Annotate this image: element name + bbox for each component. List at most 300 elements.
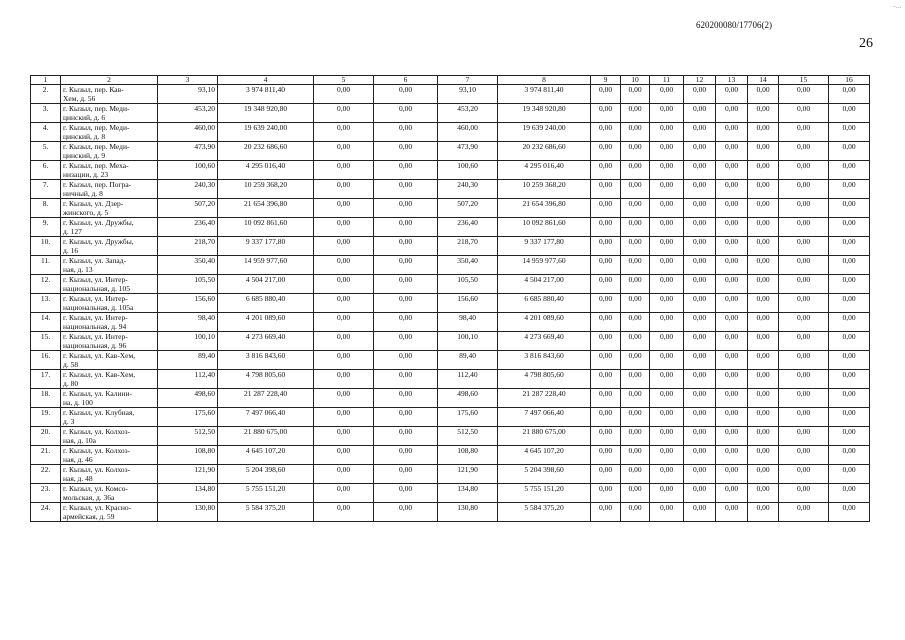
zero-cell: 0,00	[650, 123, 684, 142]
zero-cell: 0,00	[650, 104, 684, 123]
address-line: ная, д. 10а	[63, 436, 96, 445]
zero-cell: 0,00	[684, 199, 716, 218]
row-number-cell: 12.	[31, 275, 61, 294]
zero-cell: 0,00	[591, 294, 621, 313]
page-number: 26	[859, 36, 873, 51]
address-cell	[61, 503, 158, 522]
address-line: д. 80	[63, 379, 79, 388]
zero-cell: 0,00	[650, 256, 684, 275]
zero-cell: 0,00	[621, 446, 650, 465]
address-line: армейская, д. 59	[63, 512, 115, 521]
value-cell: 4 645 107,20	[498, 446, 591, 465]
address-line: г. Кызыл, ул. Интер-	[63, 332, 128, 341]
zero-cell: 0,00	[716, 294, 748, 313]
zero-cell: 0,00	[748, 123, 779, 142]
column-header-4: 4	[218, 76, 314, 85]
row-number-cell: 7.	[31, 180, 61, 199]
address-line: г. Кызыл, ул. Красно-	[63, 503, 132, 512]
value-cell: 4 798 805,60	[498, 370, 591, 389]
table-row	[31, 85, 870, 104]
zero-cell: 0,00	[314, 370, 374, 389]
row-number-cell: 20.	[31, 427, 61, 446]
column-header-13: 13	[716, 76, 748, 85]
zero-cell: 0,00	[591, 161, 621, 180]
zero-cell: 0,00	[591, 199, 621, 218]
column-header-2: 2	[61, 76, 158, 85]
value-cell: 4 295 016,40	[218, 161, 314, 180]
zero-cell: 0,00	[621, 503, 650, 522]
value-cell: 5 204 398,60	[498, 465, 591, 484]
zero-cell: 0,00	[314, 427, 374, 446]
zero-cell: 0,00	[716, 161, 748, 180]
zero-cell: 0,00	[650, 161, 684, 180]
zero-cell: 0,00	[314, 294, 374, 313]
zero-cell: 0,00	[314, 180, 374, 199]
value-cell: 21 880 675,00	[498, 427, 591, 446]
zero-cell: 0,00	[829, 446, 870, 465]
zero-cell: 0,00	[716, 180, 748, 199]
address-line: ная, д. 13	[63, 265, 93, 274]
area-cell: 100,10	[158, 332, 218, 351]
area-cell: 350,40	[158, 256, 218, 275]
area-cell: 512,50	[438, 427, 498, 446]
zero-cell: 0,00	[314, 256, 374, 275]
zero-cell: 0,00	[716, 389, 748, 408]
column-header-3: 3	[158, 76, 218, 85]
address-cell	[61, 313, 158, 332]
value-cell: 4 201 089,60	[218, 313, 314, 332]
column-header-6: 6	[374, 76, 438, 85]
column-header-12: 12	[684, 76, 716, 85]
zero-cell: 0,00	[716, 237, 748, 256]
zero-cell: 0,00	[684, 237, 716, 256]
zero-cell: 0,00	[716, 142, 748, 161]
zero-cell: 0,00	[314, 313, 374, 332]
zero-cell: 0,00	[829, 104, 870, 123]
zero-cell: 0,00	[684, 218, 716, 237]
zero-cell: 0,00	[716, 256, 748, 275]
zero-cell: 0,00	[374, 503, 438, 522]
zero-cell: 0,00	[779, 427, 829, 446]
zero-cell: 0,00	[716, 484, 748, 503]
registry-table	[30, 75, 870, 522]
value-cell: 3 816 843,60	[498, 351, 591, 370]
address-line: ная, д. 48	[63, 474, 93, 483]
zero-cell: 0,00	[684, 408, 716, 427]
zero-cell: 0,00	[314, 275, 374, 294]
zero-cell: 0,00	[684, 275, 716, 294]
address-line: Хем, д. 56	[63, 94, 96, 103]
area-cell: 105,50	[158, 275, 218, 294]
area-cell: 453,20	[158, 104, 218, 123]
address-line: г. Кызыл, пер. Меди-	[63, 104, 130, 113]
address-cell	[61, 389, 158, 408]
row-number-cell: 17.	[31, 370, 61, 389]
zero-cell: 0,00	[829, 180, 870, 199]
zero-cell: 0,00	[716, 446, 748, 465]
corner-mark: -...	[893, 2, 901, 10]
zero-cell: 0,00	[829, 237, 870, 256]
table-row	[31, 465, 870, 484]
zero-cell: 0,00	[650, 199, 684, 218]
address-line: г. Кызыл, ул. Интер-	[63, 294, 128, 303]
column-header-16: 16	[829, 76, 870, 85]
value-cell: 10 259 368,20	[498, 180, 591, 199]
zero-cell: 0,00	[716, 218, 748, 237]
address-cell	[61, 370, 158, 389]
row-number-cell: 11.	[31, 256, 61, 275]
zero-cell: 0,00	[591, 351, 621, 370]
address-cell	[61, 123, 158, 142]
zero-cell: 0,00	[314, 123, 374, 142]
zero-cell: 0,00	[650, 446, 684, 465]
table-row	[31, 408, 870, 427]
address-line: г. Кызыл, пер. Меха-	[63, 161, 129, 170]
value-cell: 19 348 920,80	[218, 104, 314, 123]
value-cell: 7 497 066,40	[218, 408, 314, 427]
table-row	[31, 446, 870, 465]
zero-cell: 0,00	[591, 484, 621, 503]
row-number-cell: 21.	[31, 446, 61, 465]
zero-cell: 0,00	[748, 370, 779, 389]
table-row	[31, 104, 870, 123]
address-cell	[61, 256, 158, 275]
area-cell: 89,40	[158, 351, 218, 370]
area-cell: 105,50	[438, 275, 498, 294]
zero-cell: 0,00	[650, 218, 684, 237]
address-cell	[61, 161, 158, 180]
value-cell: 5 584 375,20	[218, 503, 314, 522]
row-number-cell: 23.	[31, 484, 61, 503]
zero-cell: 0,00	[829, 408, 870, 427]
zero-cell: 0,00	[748, 351, 779, 370]
address-cell	[61, 218, 158, 237]
column-header-10: 10	[621, 76, 650, 85]
zero-cell: 0,00	[684, 123, 716, 142]
area-cell: 156,60	[158, 294, 218, 313]
value-cell: 10 092 861,60	[218, 218, 314, 237]
zero-cell: 0,00	[591, 503, 621, 522]
zero-cell: 0,00	[374, 484, 438, 503]
zero-cell: 0,00	[779, 142, 829, 161]
value-cell: 21 287 228,40	[498, 389, 591, 408]
zero-cell: 0,00	[650, 142, 684, 161]
address-line: д. 16	[63, 246, 79, 255]
column-header-9: 9	[591, 76, 621, 85]
zero-cell: 0,00	[374, 256, 438, 275]
zero-cell: 0,00	[684, 446, 716, 465]
zero-cell: 0,00	[829, 294, 870, 313]
zero-cell: 0,00	[716, 465, 748, 484]
table-row	[31, 332, 870, 351]
zero-cell: 0,00	[621, 161, 650, 180]
zero-cell: 0,00	[621, 180, 650, 199]
address-cell	[61, 332, 158, 351]
row-number-cell: 16.	[31, 351, 61, 370]
zero-cell: 0,00	[684, 351, 716, 370]
zero-cell: 0,00	[374, 161, 438, 180]
zero-cell: 0,00	[684, 313, 716, 332]
zero-cell: 0,00	[621, 370, 650, 389]
zero-cell: 0,00	[621, 332, 650, 351]
table-row	[31, 484, 870, 503]
zero-cell: 0,00	[314, 218, 374, 237]
zero-cell: 0,00	[748, 294, 779, 313]
value-cell: 5 755 151,20	[218, 484, 314, 503]
address-line: цинский, д. 6	[63, 113, 106, 122]
address-cell	[61, 142, 158, 161]
zero-cell: 0,00	[748, 427, 779, 446]
area-cell: 236,40	[158, 218, 218, 237]
address-cell	[61, 427, 158, 446]
area-cell: 240,30	[438, 180, 498, 199]
address-cell	[61, 351, 158, 370]
zero-cell: 0,00	[621, 389, 650, 408]
zero-cell: 0,00	[621, 237, 650, 256]
zero-cell: 0,00	[748, 503, 779, 522]
zero-cell: 0,00	[621, 408, 650, 427]
zero-cell: 0,00	[621, 218, 650, 237]
address-cell	[61, 408, 158, 427]
zero-cell: 0,00	[591, 313, 621, 332]
zero-cell: 0,00	[748, 256, 779, 275]
area-cell: 89,40	[438, 351, 498, 370]
zero-cell: 0,00	[779, 332, 829, 351]
zero-cell: 0,00	[716, 199, 748, 218]
value-cell: 5 755 151,20	[498, 484, 591, 503]
zero-cell: 0,00	[829, 199, 870, 218]
value-cell: 20 232 686,60	[218, 142, 314, 161]
address-line: ная, д. 46	[63, 455, 93, 464]
area-cell: 498,60	[158, 389, 218, 408]
value-cell: 20 232 686,60	[498, 142, 591, 161]
zero-cell: 0,00	[829, 313, 870, 332]
zero-cell: 0,00	[650, 275, 684, 294]
area-cell: 100,60	[438, 161, 498, 180]
address-line: г. Кызыл, ул. Комсо-	[63, 484, 128, 493]
address-line: г. Кызыл, ул. Интер-	[63, 313, 128, 322]
value-cell: 10 259 368,20	[218, 180, 314, 199]
zero-cell: 0,00	[684, 161, 716, 180]
zero-cell: 0,00	[374, 180, 438, 199]
zero-cell: 0,00	[591, 389, 621, 408]
zero-cell: 0,00	[748, 332, 779, 351]
zero-cell: 0,00	[374, 332, 438, 351]
zero-cell: 0,00	[684, 332, 716, 351]
area-cell: 121,90	[158, 465, 218, 484]
zero-cell: 0,00	[374, 351, 438, 370]
column-header-15: 15	[779, 76, 829, 85]
zero-cell: 0,00	[591, 427, 621, 446]
zero-cell: 0,00	[779, 180, 829, 199]
zero-cell: 0,00	[829, 389, 870, 408]
address-line: г. Кызыл, ул. Интер-	[63, 275, 128, 284]
zero-cell: 0,00	[779, 199, 829, 218]
zero-cell: 0,00	[374, 465, 438, 484]
zero-cell: 0,00	[591, 142, 621, 161]
address-line: национальная, д. 105	[63, 284, 131, 293]
zero-cell: 0,00	[621, 104, 650, 123]
zero-cell: 0,00	[591, 465, 621, 484]
zero-cell: 0,00	[650, 389, 684, 408]
area-cell: 156,60	[438, 294, 498, 313]
area-cell: 134,80	[438, 484, 498, 503]
column-header-8: 8	[498, 76, 591, 85]
zero-cell: 0,00	[779, 484, 829, 503]
address-line: г. Кызыл, ул. Калини-	[63, 389, 133, 398]
row-number-cell: 15.	[31, 332, 61, 351]
value-cell: 19 348 920,80	[498, 104, 591, 123]
zero-cell: 0,00	[684, 370, 716, 389]
address-cell	[61, 237, 158, 256]
area-cell: 98,40	[158, 313, 218, 332]
address-cell	[61, 484, 158, 503]
zero-cell: 0,00	[779, 446, 829, 465]
row-number-cell: 6.	[31, 161, 61, 180]
address-line: г. Кызыл, ул. Дружбы,	[63, 218, 134, 227]
address-cell	[61, 275, 158, 294]
address-cell	[61, 294, 158, 313]
zero-cell: 0,00	[374, 275, 438, 294]
zero-cell: 0,00	[374, 370, 438, 389]
area-cell: 460,00	[158, 123, 218, 142]
document-number: 620200080/17706(2)	[696, 20, 772, 30]
zero-cell: 0,00	[684, 256, 716, 275]
row-number-cell: 13.	[31, 294, 61, 313]
area-cell: 93,10	[158, 85, 218, 104]
zero-cell: 0,00	[591, 85, 621, 104]
area-cell: 507,20	[158, 199, 218, 218]
address-line: г. Кызыл, ул. Запад-	[63, 256, 127, 265]
area-cell: 236,40	[438, 218, 498, 237]
zero-cell: 0,00	[748, 313, 779, 332]
value-cell: 9 337 177,80	[218, 237, 314, 256]
zero-cell: 0,00	[716, 370, 748, 389]
zero-cell: 0,00	[748, 161, 779, 180]
value-cell: 4 273 669,40	[498, 332, 591, 351]
column-header-11: 11	[650, 76, 684, 85]
zero-cell: 0,00	[374, 294, 438, 313]
zero-cell: 0,00	[748, 180, 779, 199]
value-cell: 3 974 811,40	[498, 85, 591, 104]
zero-cell: 0,00	[829, 218, 870, 237]
zero-cell: 0,00	[591, 123, 621, 142]
row-number-cell: 8.	[31, 199, 61, 218]
zero-cell: 0,00	[716, 427, 748, 446]
zero-cell: 0,00	[314, 161, 374, 180]
zero-cell: 0,00	[621, 256, 650, 275]
area-cell: 100,60	[158, 161, 218, 180]
zero-cell: 0,00	[374, 199, 438, 218]
row-number-cell: 19.	[31, 408, 61, 427]
address-line: г. Кызыл, пер. Погра-	[63, 180, 132, 189]
zero-cell: 0,00	[314, 446, 374, 465]
zero-cell: 0,00	[716, 332, 748, 351]
zero-cell: 0,00	[314, 408, 374, 427]
value-cell: 4 645 107,20	[218, 446, 314, 465]
zero-cell: 0,00	[829, 85, 870, 104]
value-cell: 14 959 977,60	[218, 256, 314, 275]
table-body	[31, 85, 870, 522]
zero-cell: 0,00	[621, 294, 650, 313]
area-cell: 175,60	[158, 408, 218, 427]
value-cell: 4 201 089,60	[498, 313, 591, 332]
zero-cell: 0,00	[684, 503, 716, 522]
zero-cell: 0,00	[374, 85, 438, 104]
zero-cell: 0,00	[829, 427, 870, 446]
zero-cell: 0,00	[829, 332, 870, 351]
zero-cell: 0,00	[829, 484, 870, 503]
zero-cell: 0,00	[314, 237, 374, 256]
zero-cell: 0,00	[829, 351, 870, 370]
zero-cell: 0,00	[779, 237, 829, 256]
row-number-cell: 9.	[31, 218, 61, 237]
zero-cell: 0,00	[716, 85, 748, 104]
zero-cell: 0,00	[374, 446, 438, 465]
address-line: национальная, д. 96	[63, 341, 127, 350]
zero-cell: 0,00	[621, 484, 650, 503]
address-line: г. Кызыл, ул. Клубная,	[63, 408, 135, 417]
area-cell: 130,80	[438, 503, 498, 522]
table-row	[31, 351, 870, 370]
zero-cell: 0,00	[650, 503, 684, 522]
zero-cell: 0,00	[314, 85, 374, 104]
area-cell: 350,40	[438, 256, 498, 275]
zero-cell: 0,00	[374, 218, 438, 237]
zero-cell: 0,00	[591, 256, 621, 275]
zero-cell: 0,00	[374, 313, 438, 332]
zero-cell: 0,00	[716, 503, 748, 522]
address-cell	[61, 465, 158, 484]
area-cell: 98,40	[438, 313, 498, 332]
area-cell: 93,10	[438, 85, 498, 104]
zero-cell: 0,00	[621, 142, 650, 161]
zero-cell: 0,00	[650, 427, 684, 446]
address-line: жинского, д. 5	[63, 208, 109, 217]
zero-cell: 0,00	[621, 313, 650, 332]
address-cell	[61, 446, 158, 465]
zero-cell: 0,00	[591, 446, 621, 465]
address-cell	[61, 199, 158, 218]
address-line: г. Кызыл, пер. Кав-	[63, 85, 124, 94]
table-row	[31, 389, 870, 408]
zero-cell: 0,00	[748, 142, 779, 161]
area-cell: 218,70	[438, 237, 498, 256]
address-line: г. Кызыл, ул. Колхоз-	[63, 446, 131, 455]
zero-cell: 0,00	[748, 199, 779, 218]
zero-cell: 0,00	[621, 85, 650, 104]
zero-cell: 0,00	[779, 408, 829, 427]
area-cell: 453,20	[438, 104, 498, 123]
address-cell	[61, 85, 158, 104]
zero-cell: 0,00	[684, 389, 716, 408]
zero-cell: 0,00	[650, 313, 684, 332]
zero-cell: 0,00	[650, 408, 684, 427]
address-line: г. Кызыл, пер. Меди-	[63, 142, 130, 151]
value-cell: 4 273 669,40	[218, 332, 314, 351]
zero-cell: 0,00	[314, 351, 374, 370]
row-number-cell: 4.	[31, 123, 61, 142]
value-cell: 19 639 240,00	[218, 123, 314, 142]
zero-cell: 0,00	[684, 180, 716, 199]
zero-cell: 0,00	[716, 123, 748, 142]
address-line: д. 127	[63, 227, 82, 236]
zero-cell: 0,00	[684, 484, 716, 503]
row-number-cell: 24.	[31, 503, 61, 522]
zero-cell: 0,00	[650, 484, 684, 503]
area-cell: 100,10	[438, 332, 498, 351]
zero-cell: 0,00	[314, 199, 374, 218]
